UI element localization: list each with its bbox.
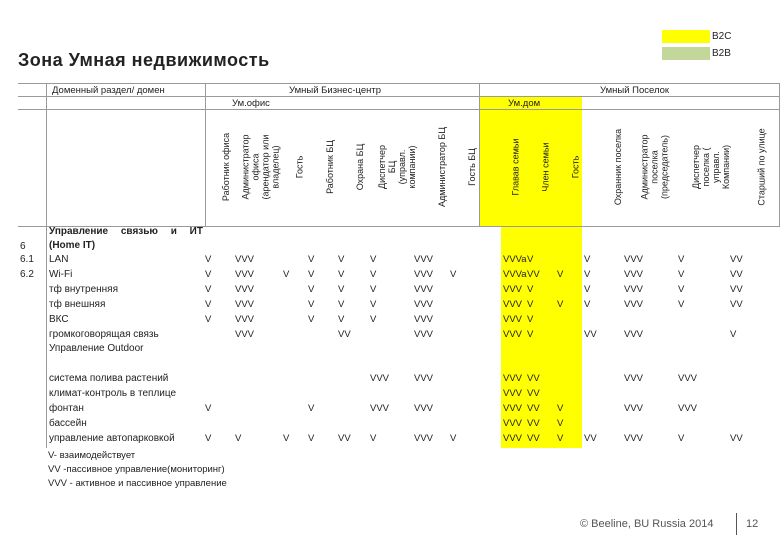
copyright: © Beeline, BU Russia 2014 bbox=[580, 518, 714, 530]
business-center-header: Умный Бизнес-центр bbox=[289, 85, 381, 96]
table-cell: VVV bbox=[503, 313, 523, 325]
table-cell: VV bbox=[338, 432, 351, 444]
table-cell: V bbox=[557, 432, 564, 444]
table-cell: VVV bbox=[235, 283, 255, 295]
table-cell: VVV bbox=[503, 432, 523, 444]
table-cell: V bbox=[338, 298, 345, 310]
table-cell: V bbox=[527, 298, 534, 310]
table-cell: VVVa bbox=[503, 254, 527, 265]
table-cell: V bbox=[730, 328, 737, 340]
table-cell: V bbox=[205, 268, 212, 280]
table-cell: VV bbox=[730, 283, 743, 295]
column-header: Гость bbox=[570, 155, 580, 179]
village-header: Умный Поселок bbox=[600, 85, 670, 96]
table-cell: VVV bbox=[624, 403, 644, 414]
table-cell: V bbox=[527, 283, 534, 295]
table-cell: V bbox=[308, 254, 315, 265]
row-label: Управление Outdoor bbox=[49, 343, 144, 355]
column-header: Охрана БЦ bbox=[355, 143, 366, 191]
table-cell: VVV bbox=[678, 373, 698, 385]
table-cell: V bbox=[370, 283, 377, 295]
table-cell: VV bbox=[730, 268, 743, 280]
table-cell: V bbox=[584, 254, 591, 265]
table-cell: VVV bbox=[235, 328, 255, 340]
table-cell: V bbox=[678, 283, 685, 295]
column-header: Диспетчер поселка ( управл. Компании) bbox=[691, 144, 731, 190]
table-cell: VVV bbox=[503, 403, 523, 414]
table-cell: VV bbox=[584, 328, 597, 340]
table-cell: V bbox=[370, 432, 377, 444]
row-label: ВКС bbox=[49, 313, 69, 325]
table-cell: V bbox=[557, 298, 564, 310]
table-cell: VV bbox=[527, 403, 540, 414]
table-cell: V bbox=[450, 432, 457, 444]
table-cell: VVV bbox=[503, 373, 523, 385]
row-label: Wi-Fi bbox=[49, 268, 73, 280]
section-subtitle: (Home IT) bbox=[49, 240, 96, 251]
table-cell: VVV bbox=[624, 268, 644, 280]
table-cell: VV bbox=[584, 432, 597, 444]
table-cell: V bbox=[308, 283, 315, 295]
page-title: Зона Умная недвижимость bbox=[18, 50, 270, 70]
column-header: Охранник поселка bbox=[613, 128, 624, 206]
column-header: Администратор поселка (председатель) bbox=[639, 134, 669, 200]
table-cell: VVV bbox=[414, 298, 434, 310]
table-cell: VVV bbox=[624, 328, 644, 340]
table-cell: VVV bbox=[414, 328, 434, 340]
table-cell: VV bbox=[730, 254, 743, 265]
legend-label-b2c: B2C bbox=[712, 31, 732, 42]
table-cell: VVV bbox=[624, 373, 644, 385]
table-cell: VV bbox=[527, 432, 540, 444]
row-label: управление автопарковкой bbox=[49, 432, 175, 444]
table-cell: VVV bbox=[678, 403, 698, 414]
table-cell: VVV bbox=[235, 298, 255, 310]
table-cell: V bbox=[584, 268, 591, 280]
table-cell: VVV bbox=[503, 388, 523, 400]
table-cell: V bbox=[338, 283, 345, 295]
table-cell: V bbox=[205, 403, 212, 414]
table-cell: V bbox=[584, 298, 591, 310]
column-header: Администратор БЦ bbox=[437, 127, 447, 207]
column-header: Член семьи bbox=[541, 142, 552, 192]
grid-line bbox=[18, 96, 780, 97]
table-cell: V bbox=[370, 268, 377, 280]
row-number: 6.2 bbox=[20, 268, 34, 280]
table-cell: V bbox=[308, 313, 315, 325]
row-number: 6.1 bbox=[20, 254, 34, 265]
page-number: 12 bbox=[746, 518, 759, 530]
table-cell: VV bbox=[527, 373, 540, 385]
table-cell: VVV bbox=[414, 373, 434, 385]
table-cell: VVV bbox=[624, 254, 644, 265]
legend-note: VVV - активное и пассивное управление bbox=[48, 478, 227, 489]
table-cell: V bbox=[338, 313, 345, 325]
table-cell: V bbox=[370, 254, 377, 265]
table-cell: V bbox=[283, 432, 290, 444]
row-label: тф внутренняя bbox=[49, 283, 118, 295]
table-cell: V bbox=[450, 268, 457, 280]
table-cell: VVV bbox=[414, 403, 434, 414]
table-cell: V bbox=[338, 254, 345, 265]
row-label: фонтан bbox=[49, 403, 84, 414]
table-cell: VV bbox=[338, 328, 351, 340]
table-cell: VV bbox=[527, 388, 540, 400]
column-header: Гость БЦ bbox=[467, 148, 477, 186]
table-cell: V bbox=[205, 283, 212, 295]
table-cell: V bbox=[308, 432, 315, 444]
footer-divider bbox=[736, 513, 737, 535]
table-cell: VVV bbox=[624, 283, 644, 295]
table-cell: VVV bbox=[503, 298, 523, 310]
section-number: 6 bbox=[20, 241, 26, 252]
table-cell: VVV bbox=[370, 373, 390, 385]
table-cell: VVV bbox=[503, 328, 523, 340]
table-cell: VVVa bbox=[503, 268, 527, 280]
table-cell: V bbox=[370, 313, 377, 325]
row-label: тф внешняя bbox=[49, 298, 106, 310]
legend-swatch-b2c bbox=[662, 30, 710, 43]
grid-line bbox=[205, 83, 206, 226]
table-cell: V bbox=[557, 417, 564, 429]
table-cell: V bbox=[205, 432, 212, 444]
table-cell: V bbox=[205, 298, 212, 310]
row-label: бассейн bbox=[49, 417, 87, 429]
row-label: климат-контроль в теплице bbox=[49, 388, 177, 400]
table-cell: VVV bbox=[624, 298, 644, 310]
row-label: система полива растений bbox=[49, 373, 169, 385]
column-header: Администратор офиса (арендатор или владелец) bbox=[240, 134, 280, 200]
table-cell: VVV bbox=[414, 313, 434, 325]
grid-line bbox=[18, 83, 780, 84]
table-cell: V bbox=[527, 328, 534, 340]
column-header: Работник БЦ bbox=[325, 140, 336, 194]
column-header: Диспетчер БЦ (управл. компании) bbox=[377, 144, 417, 190]
table-cell: VVV bbox=[503, 283, 523, 295]
table-cell: VV bbox=[527, 268, 540, 280]
table-cell: V bbox=[678, 254, 685, 265]
table-cell: VVV bbox=[503, 417, 523, 429]
table-cell: VVV bbox=[414, 254, 434, 265]
table-cell: V bbox=[338, 268, 345, 280]
table-cell: V bbox=[283, 268, 290, 280]
table-cell: VVV bbox=[624, 432, 644, 444]
row-label: громкоговорящая связь bbox=[49, 328, 159, 340]
table-cell: V bbox=[557, 268, 564, 280]
table-cell: V bbox=[527, 313, 534, 325]
table-cell: V bbox=[527, 254, 534, 265]
table-cell: V bbox=[678, 298, 685, 310]
table-cell: VV bbox=[730, 298, 743, 310]
section-title: Управление связью и ИТ bbox=[49, 226, 203, 237]
table-cell: VV bbox=[730, 432, 743, 444]
table-cell: V bbox=[370, 298, 377, 310]
table-cell: VVV bbox=[414, 268, 434, 280]
table-cell: VVV bbox=[235, 268, 255, 280]
column-header: Гость bbox=[294, 155, 304, 179]
table-cell: VVV bbox=[414, 432, 434, 444]
home-header: Ум.дом bbox=[508, 98, 541, 109]
table-cell: V bbox=[678, 268, 685, 280]
legend-swatch-b2b bbox=[662, 47, 710, 60]
table-cell: V bbox=[557, 403, 564, 414]
table-cell: VVV bbox=[235, 313, 255, 325]
table-cell: VV bbox=[527, 417, 540, 429]
table-cell: V bbox=[308, 298, 315, 310]
table-cell: V bbox=[235, 432, 242, 444]
table-cell: V bbox=[584, 283, 591, 295]
legend-note: VV -пассивное управление(мониторинг) bbox=[48, 464, 225, 475]
legend-label-b2b: B2B bbox=[712, 48, 731, 59]
table-cell: VVV bbox=[235, 254, 255, 265]
table-cell: VVV bbox=[370, 403, 390, 414]
legend-note: V- взаимодействует bbox=[48, 450, 136, 461]
table-cell: V bbox=[308, 403, 315, 414]
column-header: Главав семьи bbox=[510, 138, 521, 196]
table-cell: V bbox=[205, 313, 212, 325]
table-cell: V bbox=[308, 268, 315, 280]
table-cell: V bbox=[678, 432, 685, 444]
domain-header: Доменный раздел/ домен bbox=[52, 85, 165, 96]
office-header: Ум.офис bbox=[232, 98, 270, 109]
grid-line bbox=[46, 83, 47, 448]
table-cell: V bbox=[205, 254, 212, 265]
table-cell: VVV bbox=[414, 283, 434, 295]
column-header: Старший по улице bbox=[757, 128, 768, 206]
column-header: Работник офиса bbox=[221, 132, 231, 202]
row-label: LAN bbox=[49, 254, 69, 265]
